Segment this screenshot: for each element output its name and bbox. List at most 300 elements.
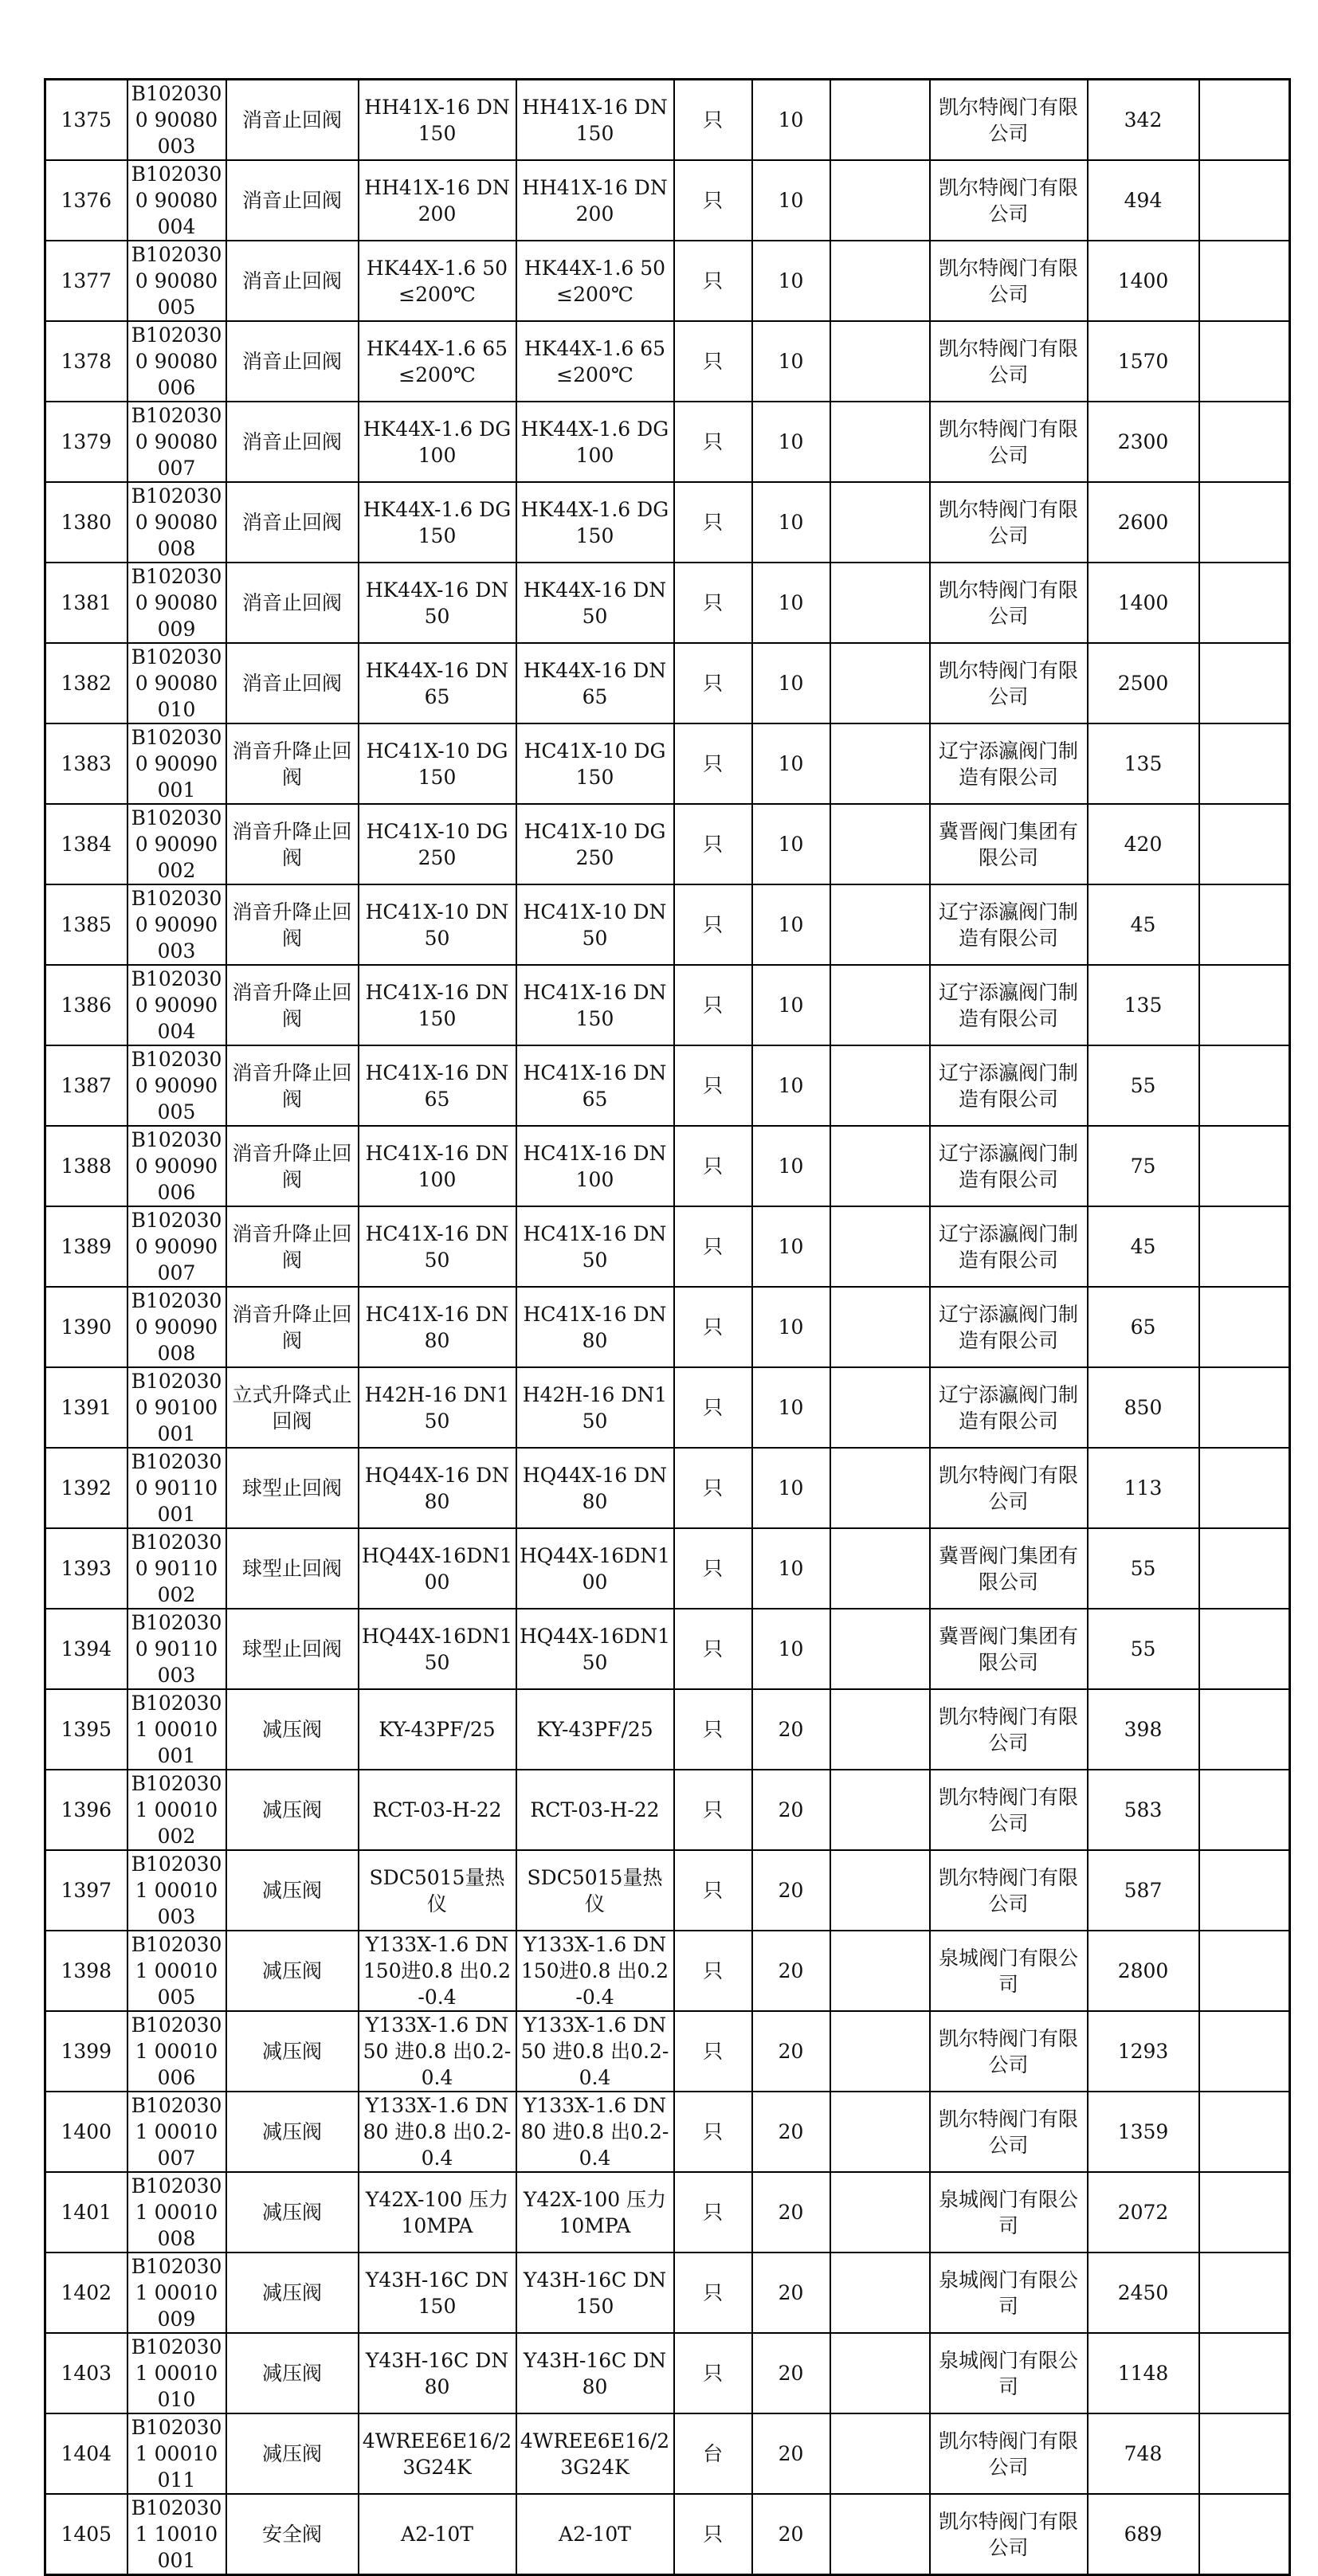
cell-name: 减压阀 <box>226 2011 359 2092</box>
cell-spec: HK44X-1.6 DG100 <box>359 402 516 482</box>
cell-model: HK44X-1.6 65 ≤200℃ <box>516 321 674 402</box>
cell-name: 消音升降止回阀 <box>226 1206 359 1287</box>
cell-code: B1020300 90080004 <box>127 160 226 241</box>
cell-seq: 1400 <box>45 2092 127 2172</box>
cell-model: HQ44X-16DN100 <box>516 1528 674 1609</box>
cell-supplier: 凯尔特阀门有限公司 <box>930 1689 1088 1770</box>
cell-code: B1020300 90090002 <box>127 804 226 884</box>
cell-remark <box>1199 2333 1290 2413</box>
cell-model: HC41X-16 DN80 <box>516 1287 674 1367</box>
cell-note <box>830 2333 930 2413</box>
cell-code: B1020300 90090008 <box>127 1287 226 1367</box>
cell-note <box>830 1689 930 1770</box>
cell-seq: 1397 <box>45 1850 127 1931</box>
table-row <box>45 1931 1290 2011</box>
cell-unit: 只 <box>674 2253 752 2333</box>
cell-spec: HH41X-16 DN150 <box>359 80 516 161</box>
cell-qty: 10 <box>752 1448 830 1528</box>
cell-seq: 1385 <box>45 884 127 965</box>
cell-supplier: 辽宁添瀛阀门制造有限公司 <box>930 1367 1088 1448</box>
cell-note <box>830 1287 930 1367</box>
cell-unit: 只 <box>674 1448 752 1528</box>
cell-code: B1020300 90110003 <box>127 1609 226 1689</box>
cell-model: HH41X-16 DN200 <box>516 160 674 241</box>
cell-name: 消音升降止回阀 <box>226 884 359 965</box>
cell-note <box>830 965 930 1045</box>
cell-qty: 20 <box>752 2333 830 2413</box>
cell-note <box>830 2092 930 2172</box>
cell-name: 消音止回阀 <box>226 563 359 643</box>
cell-note <box>830 1850 930 1931</box>
table-row <box>45 1045 1290 1126</box>
cell-model: H42H-16 DN150 <box>516 1367 674 1448</box>
cell-price: 75 <box>1088 1126 1199 1206</box>
cell-qty: 10 <box>752 804 830 884</box>
cell-name: 消音升降止回阀 <box>226 1045 359 1126</box>
cell-supplier: 凯尔特阀门有限公司 <box>930 482 1088 563</box>
cell-seq: 1379 <box>45 402 127 482</box>
cell-seq: 1401 <box>45 2172 127 2253</box>
cell-unit: 只 <box>674 1126 752 1206</box>
cell-code: B1020300 90110001 <box>127 1448 226 1528</box>
cell-price: 2072 <box>1088 2172 1199 2253</box>
cell-model: KY-43PF/25 <box>516 1689 674 1770</box>
cell-remark <box>1199 1045 1290 1126</box>
cell-code: B1020301 10010001 <box>127 2494 226 2575</box>
cell-note <box>830 2494 930 2575</box>
cell-note <box>830 1448 930 1528</box>
cell-qty: 20 <box>752 2413 830 2494</box>
cell-supplier: 凯尔特阀门有限公司 <box>930 2413 1088 2494</box>
cell-price: 1359 <box>1088 2092 1199 2172</box>
cell-spec: HQ44X-16 DN80 <box>359 1448 516 1528</box>
cell-supplier: 辽宁添瀛阀门制造有限公司 <box>930 1126 1088 1206</box>
cell-name: 减压阀 <box>226 1689 359 1770</box>
cell-spec: KY-43PF/25 <box>359 1689 516 1770</box>
cell-remark <box>1199 2011 1290 2092</box>
cell-qty: 10 <box>752 563 830 643</box>
cell-qty: 20 <box>752 2172 830 2253</box>
cell-spec: HC41X-16 DN80 <box>359 1287 516 1367</box>
table-row <box>45 804 1290 884</box>
cell-price: 398 <box>1088 1689 1199 1770</box>
cell-price: 342 <box>1088 80 1199 161</box>
cell-model: HC41X-10 DG250 <box>516 804 674 884</box>
cell-price: 850 <box>1088 1367 1199 1448</box>
cell-spec: Y133X-1.6 DN50 进0.8 出0.2-0.4 <box>359 2011 516 2092</box>
table-row <box>45 80 1290 161</box>
cell-remark <box>1199 1528 1290 1609</box>
cell-seq: 1392 <box>45 1448 127 1528</box>
cell-qty: 10 <box>752 482 830 563</box>
cell-spec: HK44X-16 DN50 <box>359 563 516 643</box>
cell-remark <box>1199 1850 1290 1931</box>
cell-name: 消音止回阀 <box>226 402 359 482</box>
table-row <box>45 1528 1290 1609</box>
cell-name: 减压阀 <box>226 1850 359 1931</box>
cell-model: Y42X-100 压力10MPA <box>516 2172 674 2253</box>
cell-price: 135 <box>1088 723 1199 804</box>
table-row <box>45 2172 1290 2253</box>
cell-supplier: 泉城阀门有限公司 <box>930 2172 1088 2253</box>
cell-spec: HC41X-16 DN65 <box>359 1045 516 1126</box>
cell-note <box>830 2253 930 2333</box>
cell-qty: 10 <box>752 402 830 482</box>
cell-unit: 台 <box>674 2413 752 2494</box>
cell-model: 4WREE6E16/23G24K <box>516 2413 674 2494</box>
table-row <box>45 2413 1290 2494</box>
cell-qty: 10 <box>752 643 830 723</box>
cell-supplier: 凯尔特阀门有限公司 <box>930 2092 1088 2172</box>
cell-code: B1020301 00010003 <box>127 1850 226 1931</box>
cell-price: 748 <box>1088 2413 1199 2494</box>
cell-code: B1020300 90110002 <box>127 1528 226 1609</box>
cell-spec: HC41X-10 DG150 <box>359 723 516 804</box>
cell-seq: 1375 <box>45 80 127 161</box>
cell-unit: 只 <box>674 1206 752 1287</box>
cell-code: B1020300 90080007 <box>127 402 226 482</box>
cell-name: 减压阀 <box>226 2253 359 2333</box>
cell-qty: 10 <box>752 965 830 1045</box>
cell-unit: 只 <box>674 160 752 241</box>
cell-note <box>830 804 930 884</box>
table-row <box>45 1609 1290 1689</box>
cell-remark <box>1199 1206 1290 1287</box>
cell-supplier: 凯尔特阀门有限公司 <box>930 80 1088 161</box>
cell-model: SDC5015量热仪 <box>516 1850 674 1931</box>
cell-price: 45 <box>1088 884 1199 965</box>
cell-code: B1020301 00010006 <box>127 2011 226 2092</box>
cell-seq: 1399 <box>45 2011 127 2092</box>
cell-remark <box>1199 1770 1290 1850</box>
cell-spec: HK44X-16 DN65 <box>359 643 516 723</box>
cell-spec: HQ44X-16DN150 <box>359 1609 516 1689</box>
cell-spec: HH41X-16 DN200 <box>359 160 516 241</box>
cell-name: 消音止回阀 <box>226 321 359 402</box>
cell-supplier: 辽宁添瀛阀门制造有限公司 <box>930 1045 1088 1126</box>
cell-supplier: 凯尔特阀门有限公司 <box>930 1448 1088 1528</box>
cell-spec: SDC5015量热仪 <box>359 1850 516 1931</box>
cell-spec: HC41X-16 DN50 <box>359 1206 516 1287</box>
cell-name: 减压阀 <box>226 2172 359 2253</box>
cell-name: 消音止回阀 <box>226 80 359 161</box>
cell-supplier: 冀晋阀门集团有限公司 <box>930 804 1088 884</box>
cell-note <box>830 563 930 643</box>
cell-spec: A2-10T <box>359 2494 516 2575</box>
cell-qty: 20 <box>752 1931 830 2011</box>
cell-unit: 只 <box>674 1689 752 1770</box>
cell-supplier: 辽宁添瀛阀门制造有限公司 <box>930 884 1088 965</box>
cell-spec: HK44X-1.6 65 ≤200℃ <box>359 321 516 402</box>
table-row <box>45 1770 1290 1850</box>
cell-remark <box>1199 2172 1290 2253</box>
cell-unit: 只 <box>674 804 752 884</box>
cell-name: 减压阀 <box>226 1931 359 2011</box>
cell-model: HC41X-10 DG150 <box>516 723 674 804</box>
cell-unit: 只 <box>674 1770 752 1850</box>
cell-code: B1020300 90080006 <box>127 321 226 402</box>
cell-remark <box>1199 1689 1290 1770</box>
cell-supplier: 辽宁添瀛阀门制造有限公司 <box>930 723 1088 804</box>
cell-remark <box>1199 402 1290 482</box>
cell-code: B1020301 00010010 <box>127 2333 226 2413</box>
cell-code: B1020300 90080005 <box>127 241 226 321</box>
cell-model: Y133X-1.6 DN80 进0.8 出0.2-0.4 <box>516 2092 674 2172</box>
cell-name: 减压阀 <box>226 1770 359 1850</box>
cell-name: 立式升降式止回阀 <box>226 1367 359 1448</box>
cell-spec: Y42X-100 压力10MPA <box>359 2172 516 2253</box>
cell-model: HK44X-16 DN50 <box>516 563 674 643</box>
table-row <box>45 1850 1290 1931</box>
cell-note <box>830 2413 930 2494</box>
cell-price: 1400 <box>1088 563 1199 643</box>
cell-note <box>830 160 930 241</box>
cell-code: B1020300 90080010 <box>127 643 226 723</box>
cell-note <box>830 1609 930 1689</box>
table-row <box>45 241 1290 321</box>
cell-price: 494 <box>1088 160 1199 241</box>
cell-model: HC41X-16 DN150 <box>516 965 674 1045</box>
cell-model: HK44X-1.6 DG100 <box>516 402 674 482</box>
cell-supplier: 凯尔特阀门有限公司 <box>930 321 1088 402</box>
cell-name: 球型止回阀 <box>226 1448 359 1528</box>
cell-supplier: 冀晋阀门集团有限公司 <box>930 1609 1088 1689</box>
cell-seq: 1393 <box>45 1528 127 1609</box>
cell-note <box>830 1770 930 1850</box>
cell-price: 587 <box>1088 1850 1199 1931</box>
cell-model: A2-10T <box>516 2494 674 2575</box>
cell-remark <box>1199 160 1290 241</box>
cell-seq: 1403 <box>45 2333 127 2413</box>
table-row <box>45 563 1290 643</box>
cell-seq: 1402 <box>45 2253 127 2333</box>
table-row <box>45 1206 1290 1287</box>
cell-seq: 1396 <box>45 1770 127 1850</box>
cell-qty: 20 <box>752 2494 830 2575</box>
cell-seq: 1386 <box>45 965 127 1045</box>
cell-remark <box>1199 1126 1290 1206</box>
cell-remark <box>1199 241 1290 321</box>
cell-model: RCT-03-H-22 <box>516 1770 674 1850</box>
cell-supplier: 辽宁添瀛阀门制造有限公司 <box>930 1287 1088 1367</box>
table-row <box>45 2333 1290 2413</box>
cell-name: 消音升降止回阀 <box>226 965 359 1045</box>
cell-price: 65 <box>1088 1287 1199 1367</box>
cell-seq: 1398 <box>45 1931 127 2011</box>
cell-seq: 1395 <box>45 1689 127 1770</box>
cell-name: 消音止回阀 <box>226 160 359 241</box>
cell-qty: 10 <box>752 1126 830 1206</box>
cell-qty: 10 <box>752 80 830 161</box>
cell-qty: 10 <box>752 160 830 241</box>
cell-seq: 1404 <box>45 2413 127 2494</box>
cell-unit: 只 <box>674 482 752 563</box>
cell-spec: RCT-03-H-22 <box>359 1770 516 1850</box>
table-row <box>45 1126 1290 1206</box>
table-row <box>45 2494 1290 2575</box>
table-row <box>45 402 1290 482</box>
cell-code: B1020301 00010009 <box>127 2253 226 2333</box>
cell-note <box>830 321 930 402</box>
cell-spec: Y133X-1.6 DN150进0.8 出0.2-0.4 <box>359 1931 516 2011</box>
cell-name: 消音升降止回阀 <box>226 723 359 804</box>
cell-seq: 1388 <box>45 1126 127 1206</box>
cell-remark <box>1199 723 1290 804</box>
cell-code: B1020301 00010008 <box>127 2172 226 2253</box>
cell-spec: HC41X-16 DN100 <box>359 1126 516 1206</box>
cell-spec: HK44X-1.6 DG150 <box>359 482 516 563</box>
cell-note <box>830 2011 930 2092</box>
cell-price: 1148 <box>1088 2333 1199 2413</box>
cell-qty: 10 <box>752 1045 830 1126</box>
table-row <box>45 1287 1290 1367</box>
cell-qty: 20 <box>752 2011 830 2092</box>
cell-code: B1020301 00010011 <box>127 2413 226 2494</box>
cell-supplier: 泉城阀门有限公司 <box>930 2253 1088 2333</box>
cell-seq: 1391 <box>45 1367 127 1448</box>
cell-unit: 只 <box>674 241 752 321</box>
cell-note <box>830 1528 930 1609</box>
cell-unit: 只 <box>674 402 752 482</box>
cell-code: B1020300 90090005 <box>127 1045 226 1126</box>
cell-supplier: 冀晋阀门集团有限公司 <box>930 1528 1088 1609</box>
cell-model: Y43H-16C DN150 <box>516 2253 674 2333</box>
cell-code: B1020300 90090006 <box>127 1126 226 1206</box>
cell-price: 2600 <box>1088 482 1199 563</box>
table-row <box>45 321 1290 402</box>
cell-price: 2300 <box>1088 402 1199 482</box>
cell-name: 减压阀 <box>226 2092 359 2172</box>
cell-supplier: 泉城阀门有限公司 <box>930 1931 1088 2011</box>
cell-spec: Y43H-16C DN80 <box>359 2333 516 2413</box>
cell-unit: 只 <box>674 1367 752 1448</box>
table-row <box>45 2011 1290 2092</box>
cell-supplier: 凯尔特阀门有限公司 <box>930 2011 1088 2092</box>
cell-spec: HQ44X-16DN100 <box>359 1528 516 1609</box>
table-row <box>45 643 1290 723</box>
cell-remark <box>1199 2092 1290 2172</box>
cell-name: 减压阀 <box>226 2413 359 2494</box>
table-row <box>45 1689 1290 1770</box>
price-table <box>44 78 1291 2576</box>
cell-remark <box>1199 321 1290 402</box>
cell-unit: 只 <box>674 2494 752 2575</box>
cell-unit: 只 <box>674 2092 752 2172</box>
cell-price: 2800 <box>1088 1931 1199 2011</box>
cell-unit: 只 <box>674 1287 752 1367</box>
cell-seq: 1376 <box>45 160 127 241</box>
cell-qty: 10 <box>752 723 830 804</box>
cell-price: 45 <box>1088 1206 1199 1287</box>
cell-name: 球型止回阀 <box>226 1609 359 1689</box>
cell-supplier: 凯尔特阀门有限公司 <box>930 402 1088 482</box>
cell-seq: 1390 <box>45 1287 127 1367</box>
cell-code: B1020300 90090004 <box>127 965 226 1045</box>
cell-unit: 只 <box>674 80 752 161</box>
cell-model: HK44X-16 DN65 <box>516 643 674 723</box>
cell-note <box>830 80 930 161</box>
cell-price: 55 <box>1088 1045 1199 1126</box>
cell-qty: 10 <box>752 884 830 965</box>
cell-unit: 只 <box>674 884 752 965</box>
cell-model: HC41X-16 DN50 <box>516 1206 674 1287</box>
cell-model: HC41X-10 DN50 <box>516 884 674 965</box>
cell-code: B1020301 00010005 <box>127 1931 226 2011</box>
cell-note <box>830 1126 930 1206</box>
cell-unit: 只 <box>674 643 752 723</box>
cell-qty: 10 <box>752 321 830 402</box>
cell-price: 583 <box>1088 1770 1199 1850</box>
cell-name: 消音止回阀 <box>226 482 359 563</box>
cell-seq: 1380 <box>45 482 127 563</box>
cell-spec: HC41X-10 DN50 <box>359 884 516 965</box>
table-row <box>45 1448 1290 1528</box>
cell-model: HQ44X-16 DN80 <box>516 1448 674 1528</box>
cell-seq: 1405 <box>45 2494 127 2575</box>
cell-name: 球型止回阀 <box>226 1528 359 1609</box>
cell-unit: 只 <box>674 2172 752 2253</box>
cell-name: 消音升降止回阀 <box>226 1126 359 1206</box>
cell-code: B1020301 00010001 <box>127 1689 226 1770</box>
cell-qty: 20 <box>752 1850 830 1931</box>
table-row <box>45 965 1290 1045</box>
cell-qty: 20 <box>752 2092 830 2172</box>
cell-seq: 1387 <box>45 1045 127 1126</box>
cell-code: B1020300 90090001 <box>127 723 226 804</box>
cell-seq: 1382 <box>45 643 127 723</box>
table-row <box>45 160 1290 241</box>
cell-supplier: 凯尔特阀门有限公司 <box>930 160 1088 241</box>
table-row <box>45 884 1290 965</box>
cell-note <box>830 1367 930 1448</box>
cell-supplier: 泉城阀门有限公司 <box>930 2333 1088 2413</box>
cell-spec: HC41X-16 DN150 <box>359 965 516 1045</box>
cell-unit: 只 <box>674 321 752 402</box>
table-row <box>45 723 1290 804</box>
cell-remark <box>1199 1448 1290 1528</box>
cell-code: B1020300 90080003 <box>127 80 226 161</box>
cell-remark <box>1199 804 1290 884</box>
cell-model: Y133X-1.6 DN50 进0.8 出0.2-0.4 <box>516 2011 674 2092</box>
cell-code: B1020300 90100001 <box>127 1367 226 1448</box>
cell-code: B1020301 00010002 <box>127 1770 226 1850</box>
cell-model: Y133X-1.6 DN150进0.8 出0.2-0.4 <box>516 1931 674 2011</box>
cell-price: 135 <box>1088 965 1199 1045</box>
cell-spec: Y133X-1.6 DN80 进0.8 出0.2-0.4 <box>359 2092 516 2172</box>
cell-name: 减压阀 <box>226 2333 359 2413</box>
cell-unit: 只 <box>674 2333 752 2413</box>
cell-remark <box>1199 482 1290 563</box>
table-row <box>45 482 1290 563</box>
cell-name: 消音止回阀 <box>226 241 359 321</box>
cell-unit: 只 <box>674 1045 752 1126</box>
cell-seq: 1384 <box>45 804 127 884</box>
cell-unit: 只 <box>674 1609 752 1689</box>
cell-unit: 只 <box>674 2011 752 2092</box>
cell-supplier: 凯尔特阀门有限公司 <box>930 643 1088 723</box>
cell-remark <box>1199 965 1290 1045</box>
cell-supplier: 凯尔特阀门有限公司 <box>930 241 1088 321</box>
cell-remark <box>1199 1931 1290 2011</box>
cell-qty: 10 <box>752 1367 830 1448</box>
cell-remark <box>1199 1367 1290 1448</box>
cell-seq: 1378 <box>45 321 127 402</box>
cell-note <box>830 1206 930 1287</box>
cell-name: 安全阀 <box>226 2494 359 2575</box>
cell-model: HC41X-16 DN65 <box>516 1045 674 1126</box>
cell-note <box>830 643 930 723</box>
cell-seq: 1381 <box>45 563 127 643</box>
